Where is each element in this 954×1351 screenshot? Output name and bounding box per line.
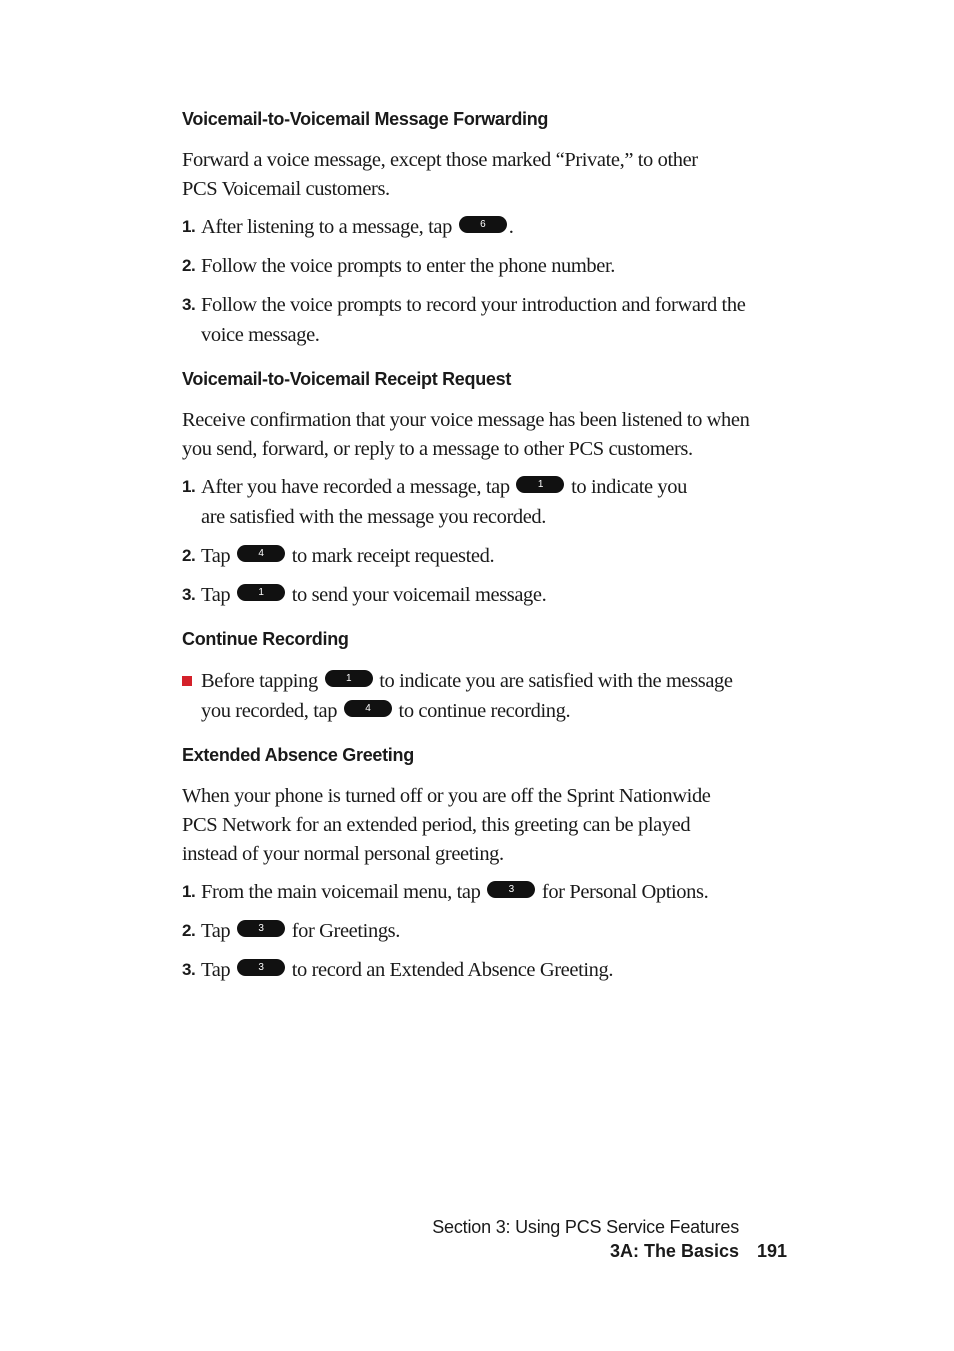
step-3	[182, 580, 754, 610]
key-1-icon: 1	[325, 670, 373, 687]
key-1-icon: 1	[516, 476, 564, 493]
key-3-icon: 3	[487, 881, 535, 898]
step-1	[182, 472, 711, 532]
step-text: for Greetings.	[291, 920, 400, 942]
page-footer	[432, 1215, 788, 1263]
key-4-icon: 4	[237, 545, 285, 562]
step-text: After you have recorded a message, tap	[201, 476, 510, 498]
step-text: Tap	[201, 920, 231, 942]
heading-extended-absence: Extended Absence Greeting	[182, 745, 414, 765]
key-3-icon: 3	[237, 959, 285, 976]
key-1-icon: 1	[237, 584, 285, 601]
step-text: Tap	[201, 959, 231, 981]
step-text: to record an Extended Absence Greeting.	[291, 959, 614, 981]
step-1	[182, 212, 754, 242]
footer-chapter-title	[432, 1239, 788, 1263]
step-number: 1.	[182, 217, 196, 236]
step-text: .	[508, 216, 514, 238]
step-text: From the main voicemail menu, tap	[201, 881, 481, 903]
bullet-item	[182, 666, 736, 726]
step-3	[182, 955, 754, 985]
page-content	[182, 104, 754, 985]
bullet-square-icon	[182, 676, 192, 686]
step-number: 2.	[182, 256, 196, 275]
bullet-text: to indicate you are satisfied with the message you recorded, tap	[201, 670, 733, 722]
step-number: 2.	[182, 546, 196, 565]
intro-receipt-request: Receive confirmation that your voice message has been listened to when you send, forward, or reply to a message to other PCS customers.	[182, 409, 750, 460]
bullet-text: to continue recording.	[398, 700, 571, 722]
footer-chapter-label: 3A: The Basics	[609, 1241, 739, 1261]
step-text: for Personal Options.	[541, 881, 709, 903]
step-number: 3.	[182, 960, 196, 979]
step-number: 1.	[182, 477, 196, 496]
step-3	[182, 290, 754, 350]
step-text: to mark receipt requested.	[291, 545, 495, 567]
key-4-icon: 4	[344, 700, 392, 717]
step-2	[182, 541, 754, 571]
step-text: Follow the voice prompts to record your introduction and forward the voice message.	[201, 294, 746, 346]
intro-message-forwarding: Forward a voice message, except those marked “Private,” to other PCS Voicemail customers.	[182, 149, 698, 200]
bullet-text: Before tapping	[201, 670, 318, 692]
footer-section-title: Section 3: Using PCS Service Features	[432, 1217, 739, 1237]
step-number: 1.	[182, 882, 196, 901]
page-number: 191	[757, 1241, 788, 1261]
step-text: Tap	[201, 584, 231, 606]
key-6-icon: 6	[459, 216, 507, 233]
intro-extended-absence: When your phone is turned off or you are off the Sprint Nationwide PCS Network for an extended period, this greeting can be played instead of your normal personal greeting.	[182, 785, 711, 865]
step-text: Follow the voice prompts to enter the phone number.	[201, 255, 616, 277]
step-number: 3.	[182, 585, 196, 604]
step-1	[182, 877, 754, 907]
step-text: After listening to a message, tap	[201, 216, 452, 238]
heading-receipt-request: Voicemail-to-Voicemail Receipt Request	[182, 369, 512, 389]
step-text: to send your voicemail message.	[291, 584, 547, 606]
step-number: 2.	[182, 921, 196, 940]
step-number: 3.	[182, 295, 196, 314]
heading-continue-recording: Continue Recording	[182, 629, 349, 649]
step-2	[182, 251, 754, 281]
step-text: to indicate you are satisfied with the message you recorded.	[201, 476, 687, 528]
step-2	[182, 916, 754, 946]
heading-message-forwarding: Voicemail-to-Voicemail Message Forwarding	[182, 109, 549, 129]
key-3-icon: 3	[237, 920, 285, 937]
step-text: Tap	[201, 545, 231, 567]
